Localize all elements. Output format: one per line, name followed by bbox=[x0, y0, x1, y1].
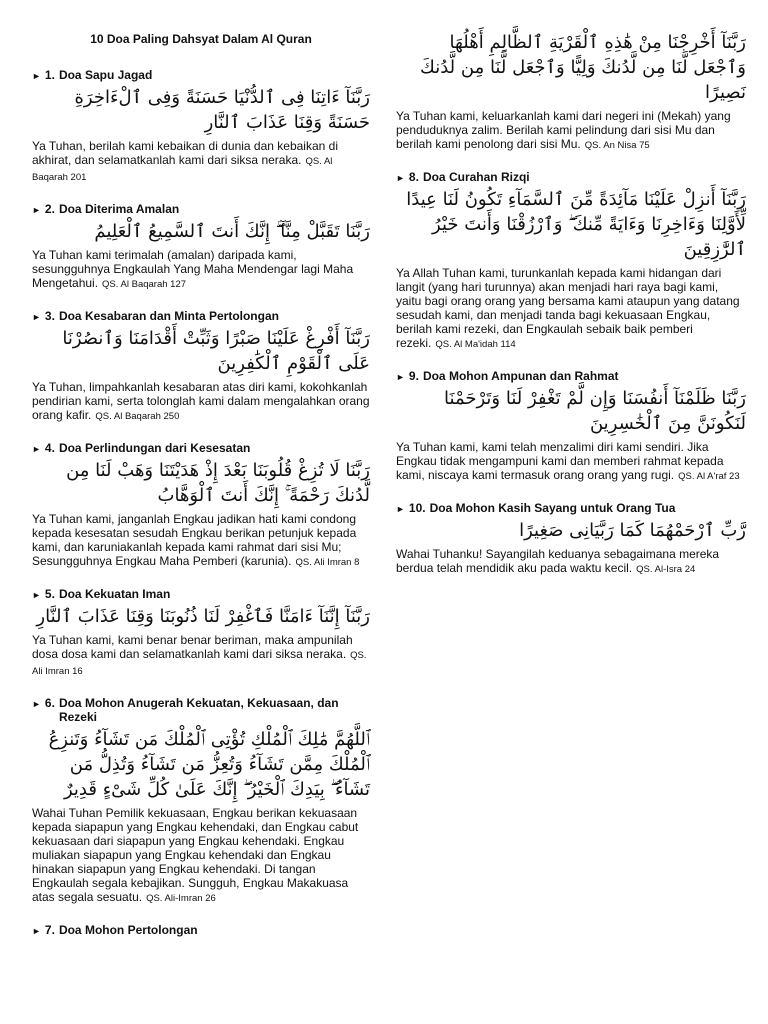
document-title: 10 Doa Paling Dahsyat Dalam Al Quran bbox=[90, 32, 312, 46]
doa-title: Doa Kesabaran dan Minta Pertolongan bbox=[58, 309, 279, 323]
doa-reference: QS. Al Baqarah 127 bbox=[102, 279, 187, 290]
triangle-bullet-icon: ► bbox=[32, 71, 41, 81]
doa-heading bbox=[32, 587, 370, 601]
doa-number: 10. bbox=[408, 501, 426, 515]
doa-item-6 bbox=[32, 696, 370, 906]
triangle-bullet-icon: ► bbox=[32, 699, 41, 709]
doa-heading bbox=[396, 501, 746, 515]
doa-reference: QS. Al Baqarah 250 bbox=[95, 411, 180, 422]
doa-item-5 bbox=[32, 587, 370, 679]
triangle-bullet-icon: ► bbox=[32, 590, 41, 600]
triangle-bullet-icon: ► bbox=[32, 312, 41, 322]
doa-meaning bbox=[396, 547, 746, 577]
doa-meaning-text: Ya Tuhan kami terimalah (amalan) daripada kami, sesungguhnya Engkaulah Yang Maha Mendengar lagi Maha Mengetahui. bbox=[32, 248, 354, 290]
doa-item-3 bbox=[32, 309, 370, 424]
doa-item-4 bbox=[32, 441, 370, 570]
triangle-bullet-icon: ► bbox=[396, 173, 405, 183]
doa-meaning bbox=[32, 806, 370, 906]
doa-item-10 bbox=[396, 501, 746, 577]
doa-heading bbox=[32, 923, 370, 937]
doa-number: 3. bbox=[44, 309, 55, 323]
doa-number: 2. bbox=[44, 202, 55, 216]
doa-arabic-text: رَبَّنَآ أَفْرِغْ عَلَيْنَا صَبْرًا وَثَبِّتْ أَقْدَامَنَا وَٱنصُرْنَا عَلَى ٱلْقَوْمِ ٱلْكَٰفِرِينَ bbox=[62, 328, 370, 374]
doa-arabic-text: رَبَّنَا لَا تُزِغْ قُلُوبَنَا بَعْدَ إِذْ هَدَيْتَنَا وَهَبْ لَنَا مِن لَّدُنكَ رَحْمَةً ۚ إِنَّكَ أَنتَ ٱلْوَهَّابُ bbox=[66, 460, 370, 506]
doa-meaning-text: Wahai Tuhan Pemilik kekuasaan, Engkau berikan kekuasaan kepada siapapun yang Engkau kehendaki, dan Engkau cabut kekuasaan dari siapapun yang Engkau kehendaki. Engkau muliakan siapapun yang Engkau kehendaki dan Engkau hinakan siapapun yang Engkau kehendaki. Di tangan Engkaulah segala kebajikan. Sungguh, Engkau Makakuasa atas segala sesuatu. bbox=[32, 806, 359, 904]
doa-heading bbox=[32, 309, 370, 323]
triangle-bullet-icon: ► bbox=[32, 444, 41, 454]
doa-arabic-text: رَبَّنَآ أَنزِلْ عَلَيْنَا مَآئِدَةً مِّنَ ٱلسَّمَآءِ تَكُونُ لَنَا عِيدًا لِّأَوَّلِنَا وَءَاخِرِنَا وَءَايَةً مِّنكَ ۖ وَٱرْزُقْنَا وَأَنتَ خَيْرُ ٱلرَّٰزِقِينَ bbox=[406, 189, 746, 260]
doa-reference: QS. Ali Imran 8 bbox=[295, 557, 360, 568]
doa-meaning bbox=[396, 440, 746, 484]
triangle-bullet-icon: ► bbox=[396, 372, 405, 382]
doa-title: Doa Curahan Rizqi bbox=[422, 170, 530, 184]
doa-meaning-text: Ya Allah Tuhan kami, turunkanlah kepada kami hidangan dari langit (yang hari turunnya) akan menjadi hari raya bagi kami, yaitu bagi orang orang yang bersama kami ataupun yang datang sesudah kami, dan menjadi tanda bagi kekuasaan Engkau, berilah kami rezeki, dan Engkaulah sebaik baik pemberi rezeki. bbox=[396, 266, 740, 350]
doa-number: 4. bbox=[44, 441, 55, 455]
doa-title: Doa Mohon Anugerah Kekuatan, Kekuasaan, dan Rezeki bbox=[58, 696, 339, 724]
doa-number: 1. bbox=[44, 68, 55, 82]
doa-arabic-text: رَبَّنَآ أَخْرِجْنَا مِنْ هَٰذِهِ ٱلْقَرْيَةِ ٱلظَّالِمِ أَهْلُهَا وَٱجْعَل لَّنَا مِن لَّدُنكَ وَلِيًّا وَٱجْعَل لَّنَا مِن لَّدُنكَ نَصِيرًا bbox=[420, 32, 746, 103]
doa-item-7-body bbox=[396, 24, 746, 153]
doa-arabic-text: رَّبِّ ٱرْحَمْهُمَا كَمَا رَبَّيَانِى صَغِيرًا bbox=[519, 520, 746, 541]
doa-item-8 bbox=[396, 170, 746, 352]
doa-meaning-text: Ya Tuhan kami, kami telah menzalimi diri kami sendiri. Jika Engkau tidak mengampuni kami dan memberi rahmat kepada kami, niscaya kami termasuk orang orang yang rugi. bbox=[396, 440, 724, 482]
doa-meaning bbox=[32, 633, 370, 679]
doa-reference: QS. Al-Isra 24 bbox=[636, 564, 696, 575]
doa-reference: QS. Ali-Imran 26 bbox=[146, 893, 216, 904]
doa-heading bbox=[396, 369, 746, 383]
doa-number: 7. bbox=[44, 923, 55, 937]
doa-number: 6. bbox=[44, 696, 55, 710]
doa-title: Doa Mohon Pertolongan bbox=[58, 923, 198, 937]
doa-item-7-heading bbox=[32, 923, 370, 940]
doa-heading bbox=[32, 441, 370, 455]
doa-meaning bbox=[396, 109, 746, 153]
doa-title: Doa Mohon Kasih Sayang untuk Orang Tua bbox=[429, 501, 676, 515]
doa-item-9 bbox=[396, 369, 746, 484]
doa-heading bbox=[32, 68, 370, 82]
doa-title: Doa Kekuatan Iman bbox=[58, 587, 171, 601]
doa-number: 9. bbox=[408, 369, 419, 383]
doa-meaning-text: Ya Tuhan, limpahkanlah kesabaran atas diri kami, kokohkanlah pendirian kami, serta tolonglah kami dalam mengalahkan orang orang kafir. bbox=[32, 380, 370, 422]
doa-reference: QS. Ali Imran 16 bbox=[32, 650, 367, 677]
doa-meaning-text: Wahai Tuhanku! Sayangilah keduanya sebagaimana mereka berdua telah mendidik aku pada waktu kecil. bbox=[396, 547, 720, 575]
doa-number: 5. bbox=[44, 587, 55, 601]
doa-arabic-text: رَبَّنَآ ءَاتِنَا فِى ٱلدُّنْيَا حَسَنَةً وَفِى ٱلْءَاخِرَةِ حَسَنَةً وَقِنَا عَذَابَ ٱلنَّارِ bbox=[74, 87, 370, 133]
doa-heading bbox=[396, 170, 746, 184]
doa-item-1 bbox=[32, 68, 370, 185]
doa-arabic-text: رَبَّنَا ظَلَمْنَآ أَنفُسَنَا وَإِن لَّمْ تَغْفِرْ لَنَا وَتَرْحَمْنَا لَنَكُونَنَّ مِنَ ٱلْخَٰسِرِينَ bbox=[444, 388, 746, 434]
doa-meaning bbox=[32, 248, 370, 292]
doa-heading bbox=[32, 696, 370, 724]
doa-title: Doa Diterima Amalan bbox=[58, 202, 180, 216]
left-column bbox=[32, 24, 370, 1024]
doa-arabic-text: ٱللَّهُمَّ مَٰلِكَ ٱلْمُلْكِ تُؤْتِى ٱلْمُلْكَ مَن تَشَآءُ وَتَنزِعُ ٱلْمُلْكَ مِمَّن تَشَآءُ وَتُعِزُّ مَن تَشَآءُ وَتُذِلُّ مَن تَشَآءُ ۖ بِيَدِكَ ٱلْخَيْرُ ۖ إِنَّكَ عَلَىٰ كُلِّ شَىْءٍ قَدِيرٌ bbox=[48, 729, 370, 800]
doa-number: 8. bbox=[408, 170, 419, 184]
doa-meaning bbox=[32, 380, 370, 424]
doa-meaning bbox=[32, 139, 370, 185]
doa-meaning-text: Ya Tuhan, berilah kami kebaikan di dunia dan kebaikan di akhirat, dan selamatkanlah kami dari siksa neraka. bbox=[32, 139, 338, 167]
doa-reference: QS. Al Ma'idah 114 bbox=[435, 339, 516, 350]
triangle-bullet-icon: ► bbox=[32, 926, 41, 936]
doa-heading bbox=[32, 202, 370, 216]
doa-meaning bbox=[32, 512, 370, 570]
doa-meaning-text: Ya Tuhan kami, keluarkanlah kami dari negeri ini (Mekah) yang penduduknya zalim. Berilah kami pelindung dari sisi Mu dan berilah kami penolong dari sisi Mu. bbox=[396, 109, 731, 151]
doa-arabic-text: رَبَّنَآ إِنَّنَآ ءَامَنَّا فَٱغْفِرْ لَنَا ذُنُوبَنَا وَقِنَا عَذَابَ ٱلنَّارِ bbox=[36, 606, 370, 627]
doa-title: Doa Mohon Ampunan dan Rahmat bbox=[422, 369, 619, 383]
doa-meaning bbox=[396, 266, 746, 352]
doa-arabic-text: رَبَّنَا تَقَبَّلْ مِنَّآ ۖ إِنَّكَ أَنتَ ٱلسَّمِيعُ ٱلْعَلِيمُ bbox=[94, 221, 370, 242]
doa-item-2 bbox=[32, 202, 370, 292]
triangle-bullet-icon: ► bbox=[32, 205, 41, 215]
doa-meaning-text: Ya Tuhan kami, janganlah Engkau jadikan hati kami condong kepada kesesatan sesudah Engkau berikan petunjuk kepada kami, dan karuniakanlah kepada kami rahmat dari sisi Mu; Sesungguhnya Engkau Maha Pemberi (karunia). bbox=[32, 512, 357, 568]
doa-meaning-text: Ya Tuhan kami, kami benar benar beriman, maka ampunilah dosa dosa kami dan selamatkanlah kami dari siksa neraka. bbox=[32, 633, 353, 661]
doa-reference: QS. Al Baqarah 201 bbox=[32, 156, 333, 183]
triangle-bullet-icon: ► bbox=[396, 504, 405, 514]
doa-title: Doa Perlindungan dari Kesesatan bbox=[58, 441, 251, 455]
right-column bbox=[396, 24, 746, 1024]
doa-title: Doa Sapu Jagad bbox=[58, 68, 153, 82]
doa-reference: QS. An Nisa 75 bbox=[584, 140, 650, 151]
doa-reference: QS. Al A'raf 23 bbox=[678, 471, 740, 482]
